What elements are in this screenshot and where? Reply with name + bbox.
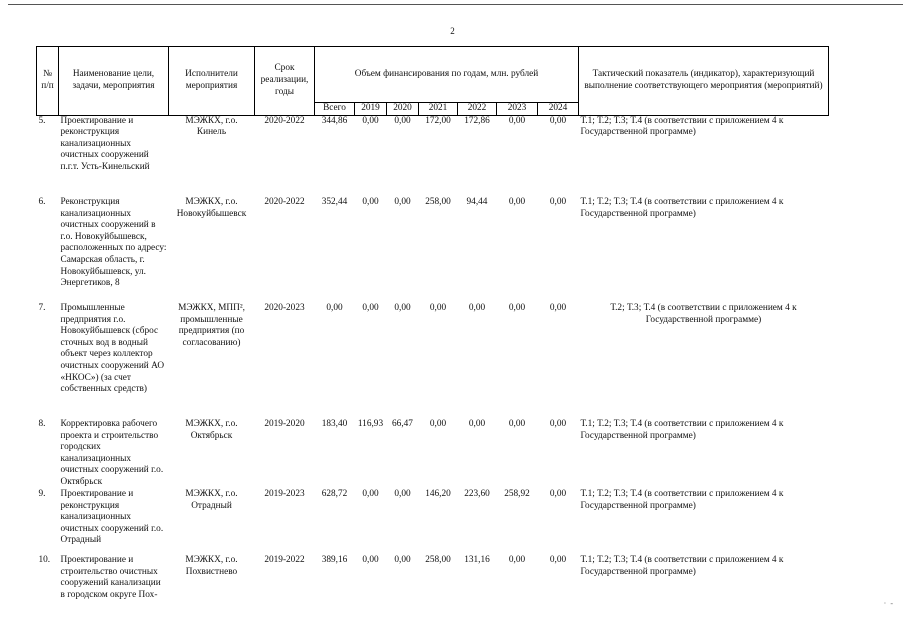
header-executors: Исполнители мероприятия [169,47,255,116]
row-year-value: 0,00 [468,419,486,430]
row-year-value: 146,20 [425,489,451,500]
table-row [37,303,829,419]
row-name: Корректировка рабочего проекта и строительство городских канализационных очистных сооружений г.о. Октябрьск [60,419,164,488]
row-year-value: 0,00 [508,555,526,566]
row-indicator: Т.2; Т.3; Т.4 (в соответствии с приложением 4 к Государственной программе) [610,303,797,325]
row-indicator: Т.1; Т.2; Т.3; Т.4 (в соответствии с приложением 4 к Государственной программе) [580,489,784,511]
row-term: 2020-2022 [264,197,305,208]
row-year-value: 0,00 [508,303,526,314]
row-term: 2019-2022 [264,555,305,566]
row-year-value: 0,00 [549,303,567,314]
header-year: 2020 [387,103,419,116]
table-body [37,115,829,615]
header-num: № п/п [37,47,59,116]
row-year-value: 0,00 [394,555,411,566]
row-name: Проектирование и реконструкция канализационных очистных сооружений г.о. Отрадный [60,489,164,546]
table-row [37,115,829,197]
header-year: 2022 [458,103,497,116]
header-total: Всего [315,103,355,116]
row-year-value: 0,00 [362,489,379,500]
row-total: 628,72 [321,489,348,500]
row-year-value: 0,00 [362,555,379,566]
row-total: 352,44 [321,197,348,208]
row-total: 0,00 [326,303,343,314]
row-year-value: 0,00 [362,115,379,126]
table-row [37,489,829,555]
table-row [37,555,829,615]
financing-table [36,46,829,615]
header-term: Срок реализации, годы [255,47,315,116]
row-total: 344,86 [321,115,348,126]
row-year-value: 223,60 [464,489,490,500]
row-executors: МЭЖКХ, г.о. Отрадный [185,489,238,511]
row-year-value: 131,16 [464,555,490,566]
scan-artifact: · - [883,599,893,608]
header-year: 2024 [538,103,579,116]
row-name: Проектирование и реконструкция канализационных очистных сооружений п.г.т. Усть-Кинельский [60,115,150,172]
row-year-value: 0,00 [549,555,567,566]
row-year-value: 0,00 [508,419,526,430]
row-year-value: 0,00 [362,303,379,314]
row-year-value: 0,00 [429,303,447,314]
header-name: Наименование цели, задачи, мероприятия [59,47,169,116]
header-financing: Объем финансирования по годам, млн. рублей [315,47,579,103]
table-row [37,419,829,489]
row-year-value: 0,00 [549,197,567,208]
row-year-value: 0,00 [549,115,567,126]
row-year-value: 116,93 [357,419,384,430]
row-executors: МЭЖКХ, г.о. Похвистнево [185,555,238,577]
row-year-value: 0,00 [508,197,526,208]
row-indicator: Т.1; Т.2; Т.3; Т.4 (в соответствии с приложением 4 к Государственной программе) [580,555,784,577]
row-year-value: 66,47 [392,419,413,430]
row-year-value: 258,92 [504,489,530,500]
row-indicator: Т.1; Т.2; Т.3; Т.4 (в соответствии с приложением 4 к Государственной программе) [580,115,784,138]
row-number: 8. [38,419,46,430]
row-executors: МЭЖКХ, г.о. Октябрьск [185,419,238,441]
header-year: 2021 [419,103,458,116]
top-rule [8,4,903,5]
row-number: 10. [38,555,51,566]
row-term: 2019-2020 [264,419,305,430]
row-year-value: 94,44 [466,197,488,208]
row-year-value: 0,00 [468,303,486,314]
row-executors: МЭЖКХ, МПП², промышленные предприятия (по согласованию) [178,303,245,348]
row-name: Промышленные предприятия г.о. Новокуйбышевск (сброс сточных вод в водный объект через коллектор очистных сооружений АО «НКОС») (за счет собственных средств) [60,303,165,395]
row-total: 183,40 [321,419,348,430]
row-term: 2019-2023 [264,489,305,500]
row-year-value: 0,00 [394,303,411,314]
row-number: 7. [38,303,46,314]
row-total: 389,16 [321,555,348,566]
row-year-value: 0,00 [362,197,379,208]
row-number: 5. [38,115,46,126]
row-year-value: 0,00 [394,489,411,500]
table-row [37,197,829,303]
row-year-value: 258,00 [425,555,451,566]
row-indicator: Т.1; Т.2; Т.3; Т.4 (в соответствии с приложением 4 к Государственной программе) [580,197,784,219]
row-year-value: 0,00 [429,419,447,430]
row-year-value: 0,00 [549,419,567,430]
row-name: Проектирование и строительство очистных сооружений канализации в городском округе Пох- [60,555,161,600]
row-year-value: 0,00 [508,115,526,126]
row-number: 6. [38,197,46,208]
row-number: 9. [38,489,46,500]
row-term: 2020-2023 [264,303,305,314]
row-year-value: 258,00 [425,197,451,208]
row-name: Реконструкция канализационных очистных сооружений в г.о. Новокуйбышевск, расположенных по адресу: Самарская область, г. Новокуйбышевск, ул. Энергетиков, 8 [60,197,167,289]
row-year-value: 0,00 [394,115,411,126]
page-number: 2 [450,26,455,36]
row-year-value: 0,00 [549,489,567,500]
row-term: 2020-2022 [264,115,305,126]
row-year-value: 172,00 [425,115,451,126]
row-indicator: Т.1; Т.2; Т.3; Т.4 (в соответствии с приложением 4 к Государственной программе) [580,419,784,441]
header-indicator: Тактический показатель (индикатор), характеризующий выполнение соответствующего мероприятия (мероприятий) [579,47,829,116]
row-executors: МЭЖКХ, г.о. Кинель [185,115,238,138]
header-year: 2019 [355,103,387,116]
row-executors: МЭЖКХ, г.о. Новокуйбышевск [176,197,247,219]
row-year-value: 172,86 [464,115,490,126]
row-year-value: 0,00 [394,197,411,208]
header-year: 2023 [497,103,538,116]
